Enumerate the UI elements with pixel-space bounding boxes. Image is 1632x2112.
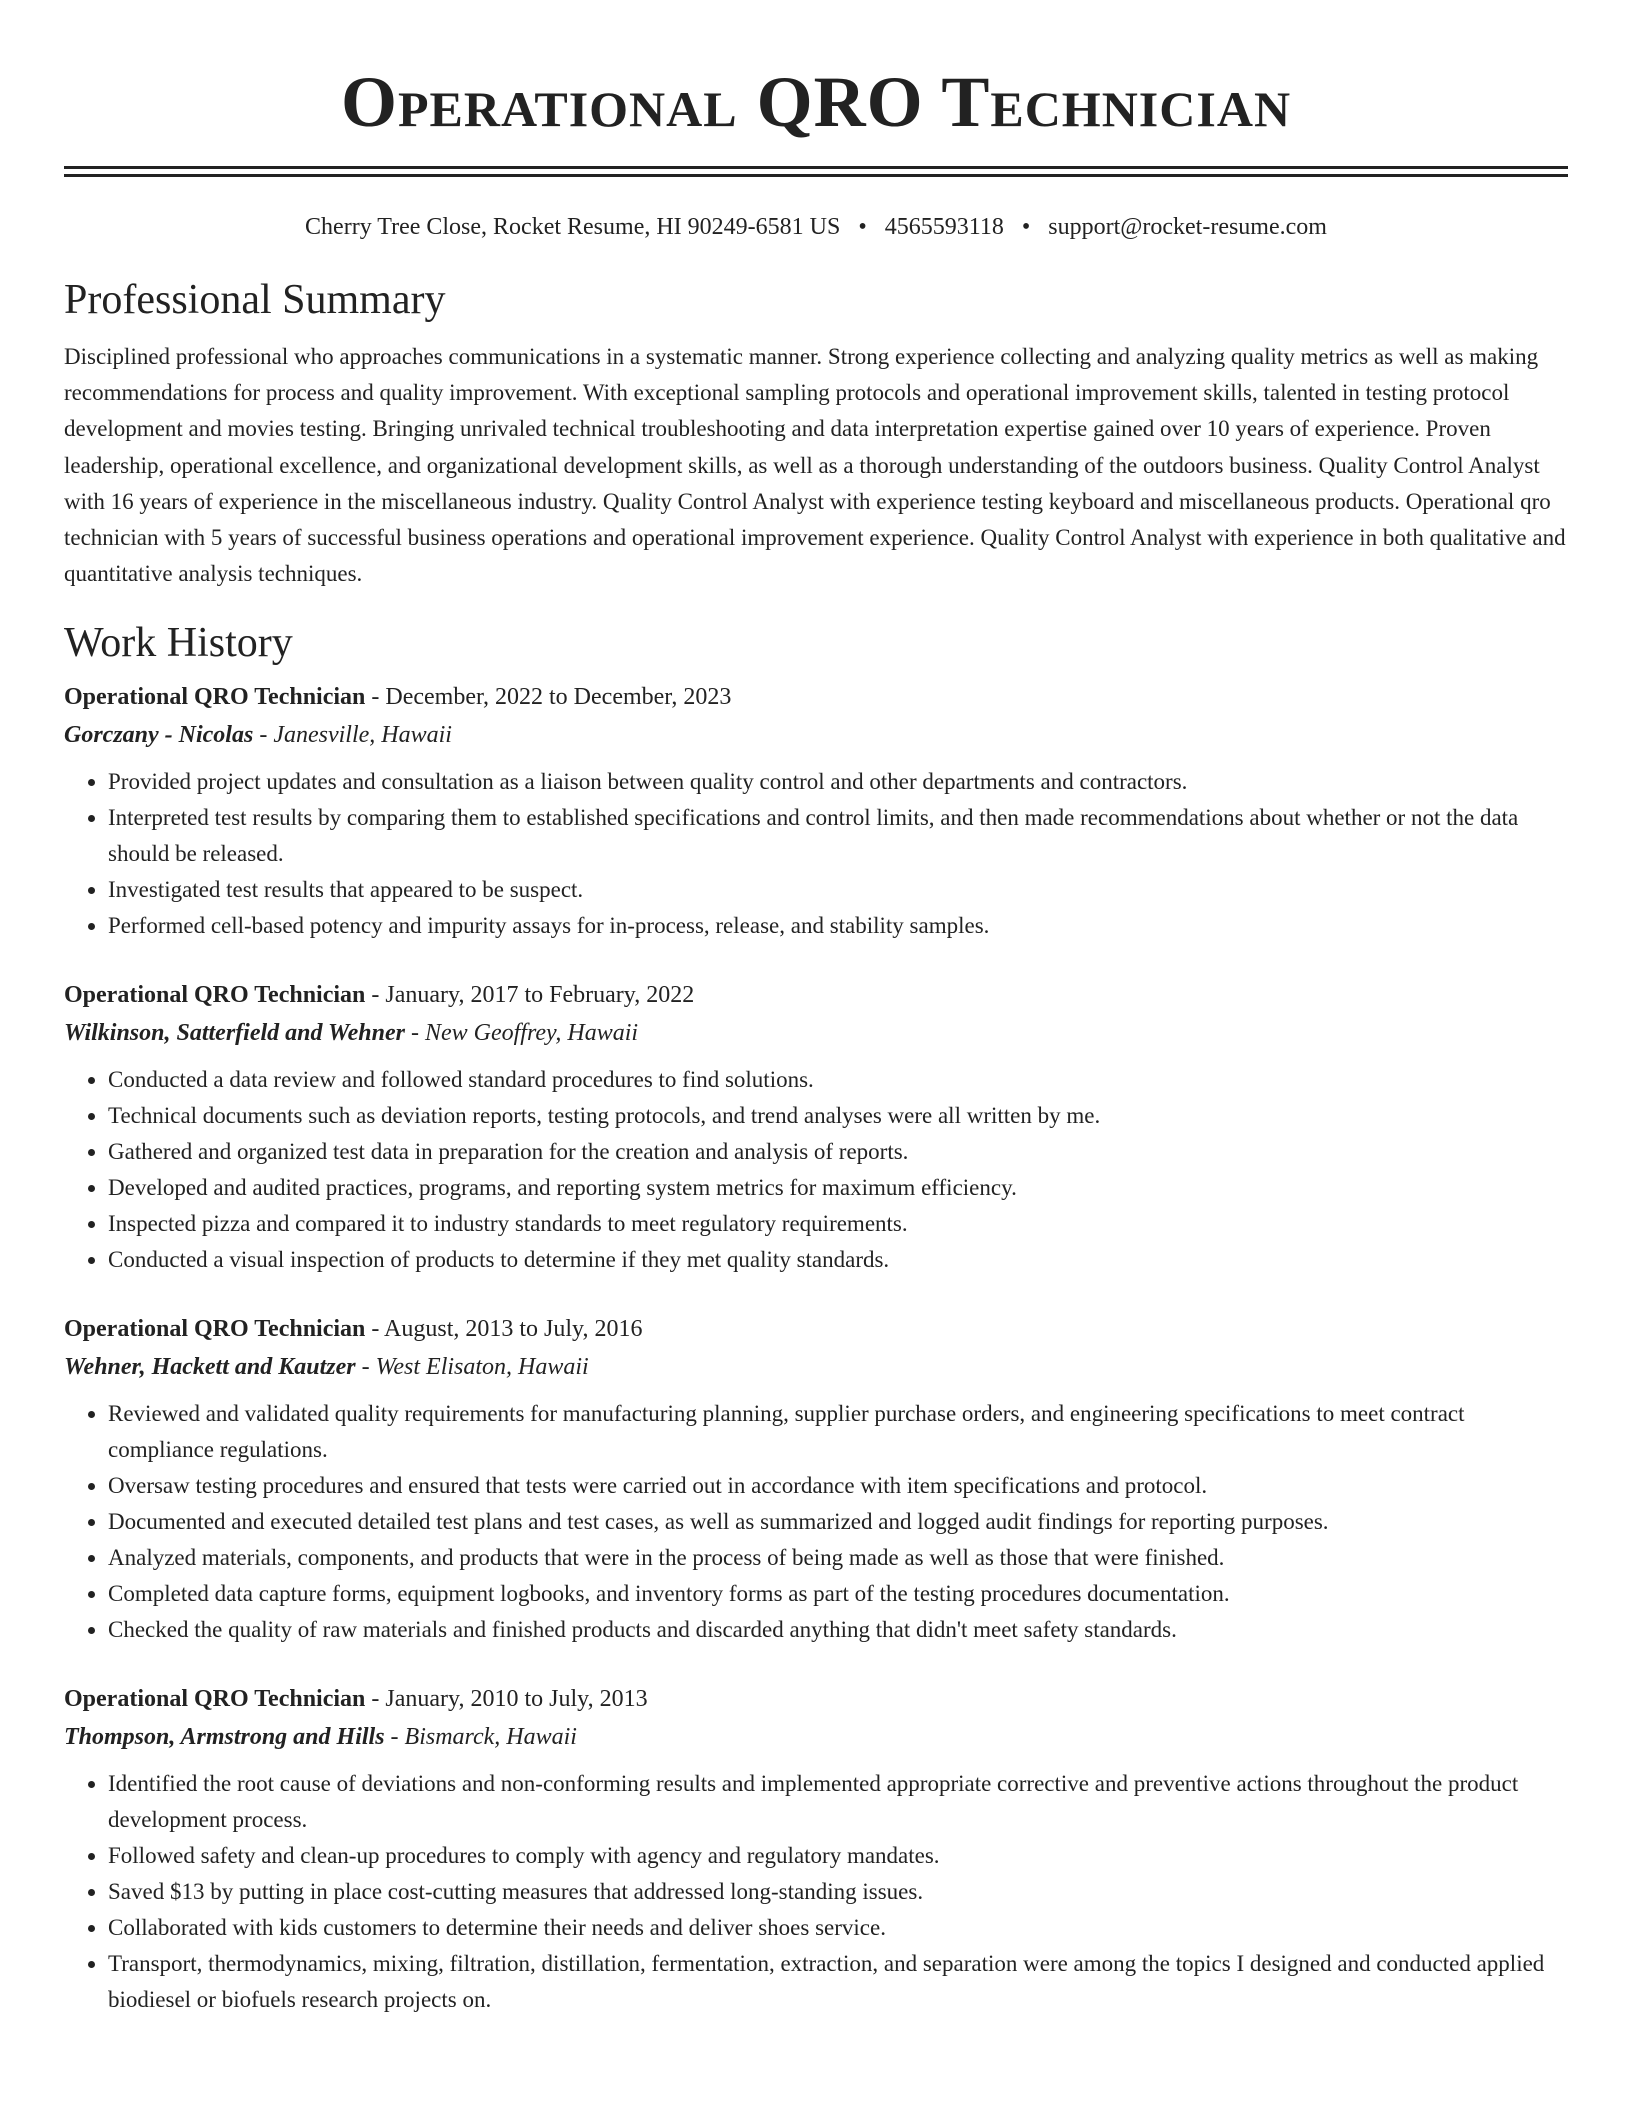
job-entry bbox=[64, 1310, 1568, 1648]
job-company-line bbox=[64, 1348, 1568, 1386]
job-duty-item: • Completed data capture forms, equipment logbooks, and inventory forms as part of the testing procedures documentation. bbox=[108, 1576, 1568, 1612]
job-company: Wilkinson, Satterfield and Wehner bbox=[64, 1020, 405, 1047]
job-role: Operational QRO Technician bbox=[64, 1686, 366, 1713]
candidate-name: Operational QRO Technician bbox=[340, 62, 1292, 142]
job-duty-item: • Developed and audited practices, programs, and reporting system metrics for maximum efficiency. bbox=[108, 1170, 1568, 1206]
job-duty-item: • Interpreted test results by comparing them to established specifications and control limits, and then made recommendations about whether or not the data should be released. bbox=[108, 800, 1568, 872]
job-location: - West Elisaton, Hawaii bbox=[355, 1354, 589, 1381]
job-duty-item: • Conducted a data review and followed standard procedures to find solutions. bbox=[108, 1062, 1568, 1098]
contact-email: support@rocket-resume.com bbox=[1048, 214, 1327, 240]
work-history-list bbox=[64, 678, 1568, 2018]
job-duty-item: • Gathered and organized test data in preparation for the creation and analysis of reports. bbox=[108, 1134, 1568, 1170]
job-duty-item: • Collaborated with kids customers to determine their needs and deliver shoes service. bbox=[108, 1910, 1568, 1946]
job-duty-item: • Technical documents such as deviation reports, testing protocols, and trend analyses were all written by me. bbox=[108, 1098, 1568, 1134]
job-company-line bbox=[64, 1718, 1568, 1756]
job-title-line bbox=[64, 678, 1568, 716]
job-entry bbox=[64, 1680, 1568, 2018]
job-duties-list bbox=[64, 1396, 1568, 1648]
job-duties-list bbox=[64, 1766, 1568, 2018]
job-location: - New Geoffrey, Hawaii bbox=[404, 1020, 639, 1047]
job-duty-item: • Inspected pizza and compared it to industry standards to meet regulatory requirements. bbox=[108, 1206, 1568, 1242]
job-title-line bbox=[64, 976, 1568, 1014]
job-location: - Bismarck, Hawaii bbox=[384, 1724, 577, 1751]
job-duty-item: • Conducted a visual inspection of products to determine if they met quality standards. bbox=[108, 1242, 1568, 1278]
job-duty-item: • Oversaw testing procedures and ensured that tests were carried out in accordance with item specifications and protocol. bbox=[108, 1468, 1568, 1504]
job-entry bbox=[64, 678, 1568, 944]
job-duty-item: • Identified the root cause of deviations and non-conforming results and implemented appropriate corrective and preventive actions throughout the product development process. bbox=[108, 1766, 1568, 1838]
job-duty-item: • Investigated test results that appeared to be suspect. bbox=[108, 872, 1568, 908]
contact-separator: • bbox=[1021, 214, 1031, 240]
job-title-line bbox=[64, 1310, 1568, 1348]
contact-phone: 4565593118 bbox=[884, 214, 1004, 240]
job-duty-item: • Analyzed materials, components, and products that were in the process of being made as well as those that were finished. bbox=[108, 1540, 1568, 1576]
job-duty-item: • Saved $13 by putting in place cost-cutting measures that addressed long-standing issues. bbox=[108, 1874, 1568, 1910]
job-company: Gorczany - Nicolas bbox=[64, 722, 254, 749]
job-dates: - December, 2022 to December, 2023 bbox=[365, 684, 732, 711]
job-entry bbox=[64, 976, 1568, 1278]
job-company: Thompson, Armstrong and Hills bbox=[64, 1724, 385, 1751]
job-duty-item: • Reviewed and validated quality requirements for manufacturing planning, supplier purchase orders, and engineering specifications to meet contract compliance regulations. bbox=[108, 1396, 1568, 1468]
job-company: Wehner, Hackett and Kautzer bbox=[64, 1354, 356, 1381]
job-role: Operational QRO Technician bbox=[64, 684, 366, 711]
job-location: - Janesville, Hawaii bbox=[253, 722, 452, 749]
job-duty-item: • Performed cell-based potency and impurity assays for in-process, release, and stability samples. bbox=[108, 908, 1568, 944]
header-divider bbox=[64, 166, 1568, 177]
job-duties-list bbox=[64, 1062, 1568, 1278]
job-duty-item: • Documented and executed detailed test plans and test cases, as well as summarized and logged audit findings for reporting purposes. bbox=[108, 1504, 1568, 1540]
contact-line bbox=[64, 211, 1568, 243]
work-history-heading: Work History bbox=[64, 620, 293, 667]
job-company-line bbox=[64, 716, 1568, 754]
job-role: Operational QRO Technician bbox=[64, 982, 366, 1009]
job-company-line bbox=[64, 1014, 1568, 1052]
contact-address: Cherry Tree Close, Rocket Resume, HI 90249-6581 US bbox=[305, 214, 841, 240]
job-dates: - January, 2010 to July, 2013 bbox=[365, 1686, 648, 1713]
job-duty-item: • Followed safety and clean-up procedures to comply with agency and regulatory mandates. bbox=[108, 1838, 1568, 1874]
job-role: Operational QRO Technician bbox=[64, 1316, 366, 1343]
summary-heading: Professional Summary bbox=[64, 277, 446, 323]
job-duty-item: • Provided project updates and consultation as a liaison between quality control and other departments and contractors. bbox=[108, 764, 1568, 800]
job-duties-list bbox=[64, 764, 1568, 944]
contact-separator: • bbox=[858, 214, 867, 240]
job-duty-item: • Transport, thermodynamics, mixing, filtration, distillation, fermentation, extraction, and separation were among the topics I designed and conducted applied biodiesel or biofuels research projects on. bbox=[108, 1946, 1568, 2018]
job-duty-item: • Checked the quality of raw materials and finished products and discarded anything that didn't meet safety standards. bbox=[108, 1612, 1568, 1648]
summary-text: Disciplined professional who approaches communications in a systematic manner. Strong experience collecting and analyzing quality metrics as well as making recommendations for process and quality improvement. With exceptional sampling protocols and operational improvement skills, talented in testing protocol development and movies testing. Bringing unrivaled technical troubleshooting and data interpretation expertise gained over 10 years of experience. Proven leadership, operational excellence, and organizational development skills, as well as a thorough understanding of the outdoors business. Quality Control Analyst with 16 years of experience in the miscellaneous industry. Quality Control Analyst with experience testing keyboard and miscellaneous products. Operational qro technician with 5 years of successful business operations and operational improvement experience. Quality Control Analyst with experience in both qualitative and quantitative analysis techniques. bbox=[64, 344, 1566, 587]
job-title-line bbox=[64, 1680, 1568, 1718]
resume-page bbox=[64, 0, 1568, 2018]
job-dates: - August, 2013 to July, 2016 bbox=[365, 1316, 643, 1343]
job-dates: - January, 2017 to February, 2022 bbox=[365, 982, 695, 1009]
